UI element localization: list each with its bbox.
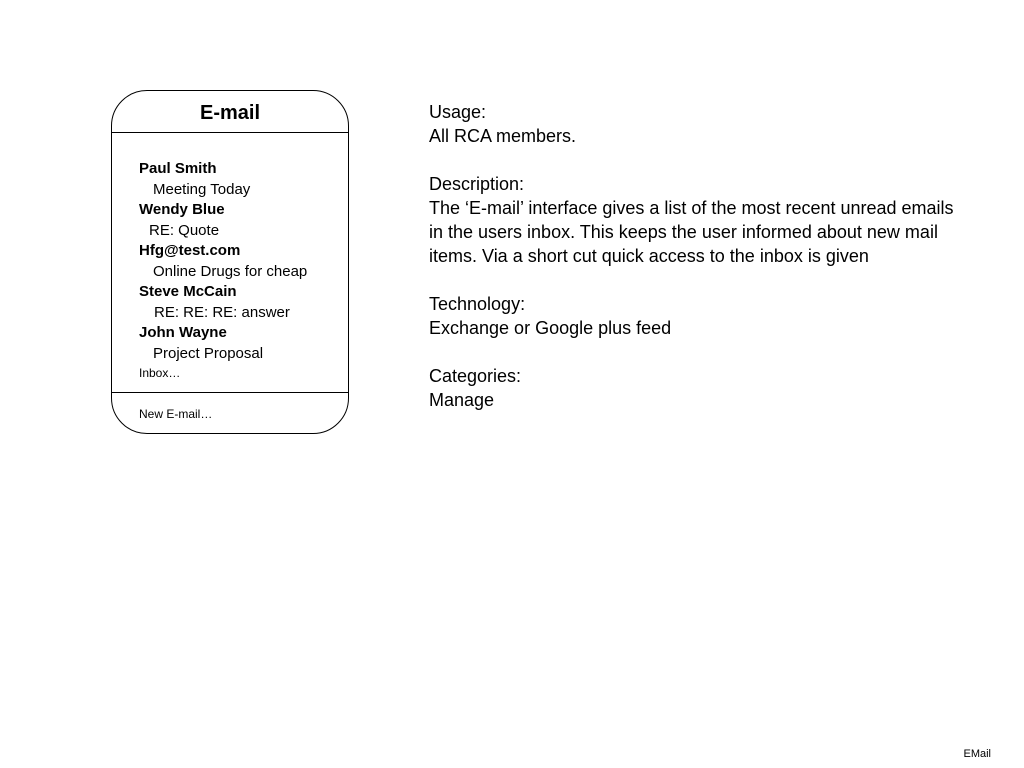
mail-sender: Paul Smith [139,160,217,177]
description-heading: Description: [429,174,525,194]
mail-subject: RE: RE: RE: answer [154,303,290,321]
mail-sender: Wendy Blue [139,201,225,218]
categories-text: Manage [429,390,495,410]
widget-title: E-mail [112,91,348,133]
list-item[interactable] [139,159,347,200]
mail-subject: Project Proposal [153,344,264,362]
mail-sender: Steve McCain [139,283,237,300]
technology-text: Exchange or Google plus feed [429,318,672,338]
list-item[interactable] [139,323,347,364]
list-item[interactable] [139,241,347,282]
usage-heading: Usage: [429,102,487,122]
new-email-link[interactable]: New E-mail… [139,407,213,421]
spacer [429,340,969,364]
mail-sender: John Wayne [139,324,227,341]
email-widget [111,90,349,434]
description-text: The ‘E-mail’ interface gives a list of the most recent unread emails in the users inbox. This keeps the user informed about new mail items. Via a short cut quick access to the inbox is given [429,198,954,266]
list-item[interactable] [139,200,347,241]
technology-heading: Technology: [429,294,526,314]
list-item[interactable] [139,282,347,323]
notes-panel [429,100,969,412]
inbox-link[interactable]: Inbox… [139,366,181,380]
mail-subject: Meeting Today [153,180,251,198]
mail-subject: Online Drugs for cheap [153,262,308,280]
mail-subject: RE: Quote [149,221,220,239]
divider [112,392,348,393]
footer-label: EMail [963,748,991,760]
mail-sender: Hfg@test.com [139,242,241,259]
spacer [429,148,969,172]
spacer [429,268,969,292]
categories-heading: Categories: [429,366,522,386]
usage-text: All RCA members. [429,126,577,146]
mail-list [139,159,347,381]
